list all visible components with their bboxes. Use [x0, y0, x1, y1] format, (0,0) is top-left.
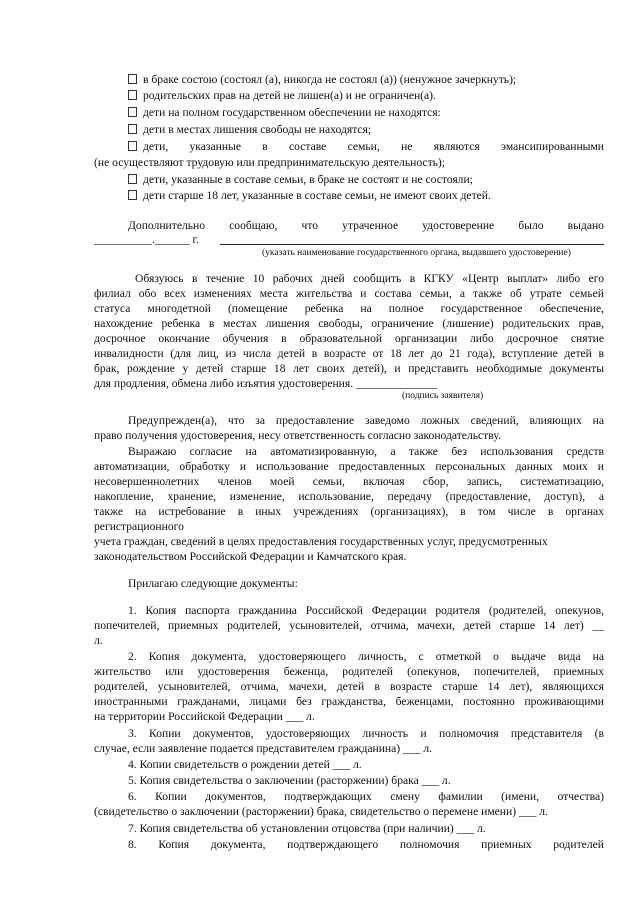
checkbox-icon — [128, 74, 137, 84]
checkbox-icon — [128, 141, 137, 151]
issue-date-field: __________.______ г. — [94, 233, 199, 246]
document-item-8: 8. Копия документа, подтверждающего полномочия приемных родителей — [128, 838, 604, 851]
checkbox-icon — [128, 124, 137, 134]
obligation-line: инвалидности (для лиц, из числа детей в возрасте от 18 лет до 21 года), вступление детей в — [94, 347, 604, 360]
checklist-item: в браке состою (состоял (а), никогда не состоял (а)) (ненужное зачеркнуть); — [128, 72, 516, 87]
checklist-item: дети, указанные в составе семьи, не являются эмансипированными — [128, 139, 604, 154]
consent-line: накопление, хранение, изменение, использование, передачу (предоставление, доступ), а — [94, 490, 604, 503]
obligation-line: для продления, обмена либо изъятия удостоверения. ______________ — [94, 377, 438, 390]
document-item-2: 2. Копия документа, удостоверяющего личность, с отметкой о выдаче вида на — [128, 650, 604, 663]
additional-info-line: Дополнительно сообщаю, что утраченное удостоверение было выдано — [128, 219, 604, 232]
issuer-caption: (указать наименование государственного органа, выдавшего удостоверение) — [262, 248, 571, 258]
document-item-7: 7. Копия свидетельства об установлении отцовства (при наличии) ___ л. — [128, 822, 486, 835]
warning-line: Предупрежден(а), что за предоставление заведомо ложных сведений, влияющих на — [128, 414, 604, 427]
signature-field: ______________ — [356, 377, 438, 390]
checkbox-icon — [128, 90, 137, 100]
document-item-1: 1. Копия паспорта гражданина Российской Федерации родителя (родителей, опекунов, — [128, 604, 604, 617]
obligation-line: филиал обо всех изменениях места жительства и состава семьи, а также об утрате семьей — [94, 287, 604, 300]
document-item-2: жительство или удостоверения беженца, родителей (опекунов, попечителей, приемных — [94, 665, 604, 678]
consent-line: законодательством Российской Федерации и Камчатского края. — [94, 550, 407, 563]
consent-line: регистрационного — [94, 520, 184, 533]
obligation-line: нахождение ребенка в местах лишения свободы, ограничение (лишение) родительских прав, — [94, 317, 604, 330]
checkbox-icon — [128, 174, 137, 184]
document-item-1: л. — [94, 634, 103, 647]
consent-line: Выражаю согласие на автоматизированную, а также без использования средств — [128, 445, 604, 458]
document-item-2: иностранными гражданами, лицами без гражданства, беженцами, постоянно проживающими — [94, 695, 604, 708]
signature-caption: (подпись заявителя) — [402, 391, 484, 401]
document-item-2: на территории Российской Федерации ___ л. — [94, 710, 315, 723]
obligation-line: Обязуюсь в течение 10 рабочих дней сообщить в КГКУ «Центр выплат» либо его — [135, 272, 604, 285]
obligation-line: статуса многодетной (помещение ребенка на полное государственное обеспечение, — [94, 302, 604, 315]
document-item-2: родителей, усыновителей, отчима, мачехи, детей в возрасте старше 14 лет), являющихся — [94, 680, 604, 693]
issuer-name-line — [220, 244, 604, 245]
checklist-item: родительских прав на детей не лишен(а) и не ограничен(а). — [128, 88, 436, 103]
document-item-6: (свидетельство о заключении (расторжении) брака, свидетельство о перемене имени) ___ л. — [94, 805, 548, 818]
document-item-3: случае, если заявление подается представителем гражданина) ___ л. — [94, 742, 433, 755]
document-item-1: попечителей, приемных родителей, усыновителей, отчима, мачехи, детей старше 14 лет) __ — [94, 619, 604, 632]
obligation-line: брак, рождение у детей старше 18 лет своих детей), и представить необходимые документы — [94, 362, 604, 375]
checkbox-icon — [128, 107, 137, 117]
checklist-item: дети на полном государственном обеспечении не находятся: — [128, 105, 441, 120]
checklist-item: дети, указанные в составе семьи, в браке не состоят и не состояли; — [128, 172, 473, 187]
consent-line: несовершеннолетних членов моей семьи, включая сбор, запись, систематизацию, — [94, 475, 604, 488]
document-item-6: 6. Копии документов, подтверждающих смену фамилии (имени, отчества) — [128, 790, 604, 803]
checklist-item: дети старше 18 лет, указанные в составе семьи, не имеют своих детей. — [128, 188, 491, 203]
checkbox-icon — [128, 190, 137, 200]
warning-line: право получения удостоверения, несу ответственность согласно законодательству. — [94, 429, 501, 442]
consent-line: автоматизации, обработку и использование предоставленных персональных данных моих и — [94, 460, 604, 473]
document-item-5: 5. Копия свидетельства о заключении (расторжении) брака ___ л. — [128, 774, 451, 787]
document-item-4: 4. Копии свидетельств о рождении детей ___ л. — [128, 758, 362, 771]
document-item-3: 3. Копии документов, удостоверяющих личность и полномочия представителя (в — [128, 727, 604, 740]
obligation-line: досрочное окончание обучения в образовательной организации либо досрочное снятие — [94, 332, 604, 345]
checklist-item: дети в местах лишения свободы не находятся; — [128, 122, 371, 137]
consent-line: также на истребование в иных учреждениях (организациях), в том числе в органах — [94, 505, 604, 518]
documents-heading: Прилагаю следующие документы: — [128, 577, 298, 590]
consent-line: учета граждан, сведений в целях предоставления государственных услуг, предусмотренных — [94, 535, 548, 548]
checklist-continuation: (не осуществляют трудовую или предпринимательскую деятельность); — [94, 156, 446, 169]
